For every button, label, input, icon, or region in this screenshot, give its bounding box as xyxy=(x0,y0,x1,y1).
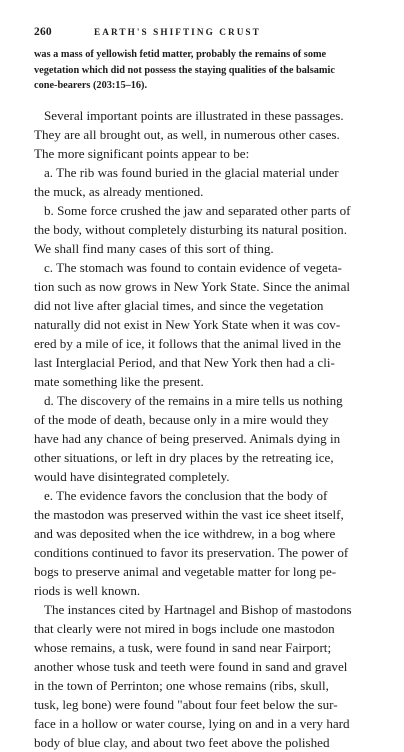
body-line: tion such as now grows in New York State. Since the animal xyxy=(34,278,351,294)
body-line: in the town of Perrinton; one whose remains (ribs, skull, xyxy=(34,677,329,693)
body-line: c. The stomach was found to contain evidence of vegeta- xyxy=(44,259,342,275)
quote-line: vegetation which did not possess the staying qualities of the balsamic xyxy=(34,64,335,76)
body-line: face in a hollow or water course, lying on and in a very hard xyxy=(34,715,350,731)
body-line: last Interglacial Period, and that New York then had a cli- xyxy=(34,354,335,370)
body-line: that clearly were not mired in bogs include one mastodon xyxy=(34,620,335,636)
body-line: other situations, or left in dry places by the retreating ice, xyxy=(34,449,334,465)
body-line: They are all brought out, as well, in numerous other cases. xyxy=(34,126,340,142)
running-title: EARTH'S SHIFTING CRUST xyxy=(94,27,261,37)
body-line: the muck, as already mentioned. xyxy=(34,183,204,199)
body-line: body of blue clay, and about two feet above the polished xyxy=(34,734,330,750)
body-line: riods is well known. xyxy=(34,582,141,598)
body-line: and was deposited when the ice withdrew, in a bog where xyxy=(34,525,336,541)
body-line: Several important points are illustrated in these passages. xyxy=(44,107,344,123)
running-head xyxy=(34,26,380,42)
body-line: another whose tusk and teeth were found in sand and gravel xyxy=(34,658,348,674)
body-line: a. The rib was found buried in the glacial material under xyxy=(44,164,339,180)
body-line: did not live after glacial times, and since the vegetation xyxy=(34,297,324,313)
body-line: would have disintegrated completely. xyxy=(34,468,230,484)
body-text xyxy=(34,106,380,752)
body-line: the mastodon was preserved within the vast ice sheet itself, xyxy=(34,506,344,522)
body-line: tusk, leg bone) were found "about four feet below the sur- xyxy=(34,696,338,712)
body-line: The more significant points appear to be: xyxy=(34,145,250,161)
body-line: whose remains, a tusk, were found in sand near Fairport; xyxy=(34,639,332,655)
body-line: e. The evidence favors the conclusion that the body of xyxy=(44,487,328,503)
body-line: conditions continued to favor its preservation. The power of xyxy=(34,544,349,560)
body-line: ered by a mile of ice, it follows that the animal lived in the xyxy=(34,335,341,351)
page-number: 260 xyxy=(34,26,52,38)
body-line: mate something like the present. xyxy=(34,373,204,389)
body-line: naturally did not exist in New York State when it was cov- xyxy=(34,316,341,332)
body-line: of the mode of death, because only in a mire would they xyxy=(34,411,329,427)
body-line: The instances cited by Hartnagel and Bishop of mastodons xyxy=(44,601,352,617)
body-line: We shall find many cases of this sort of thing. xyxy=(34,240,274,256)
book-page xyxy=(34,26,380,752)
body-line: bogs to preserve animal and vegetable matter for long pe- xyxy=(34,563,337,579)
block-quote xyxy=(34,47,380,94)
quote-line: cone-bearers (203:15–16). xyxy=(34,80,148,92)
body-line: d. The discovery of the remains in a mire tells us nothing xyxy=(44,392,343,408)
quote-line: was a mass of yellowish fetid matter, probably the remains of some xyxy=(34,49,327,60)
body-line: the body, without completely disturbing its natural position. xyxy=(34,221,348,237)
body-line: have had any chance of being preserved. Animals dying in xyxy=(34,430,341,446)
body-line: b. Some force crushed the jaw and separated other parts of xyxy=(44,202,351,218)
